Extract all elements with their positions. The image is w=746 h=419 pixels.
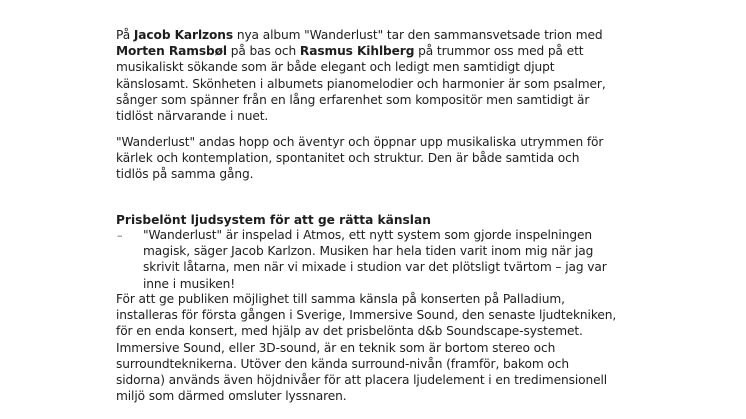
intro-paragraph xyxy=(116,27,656,124)
second-line-1: "Wanderlust" andas hopp och äventyr och öppnar upp musikaliska utrymmen för xyxy=(116,135,604,149)
bullet-line-1: "Wanderlust" är inspelad i Atmos, ett nytt system som gjorde inspelningen xyxy=(143,228,592,242)
body-line-5: surroundteknikerna. Utöver den kända surround-nivån (framför, bakom och xyxy=(116,356,570,371)
intro-line-2: Morten Ramsbøl på bas och Rasmus Kihlberg på trummor oss med på ett xyxy=(116,44,584,59)
bullet-line-4: inne i musiken! xyxy=(143,276,236,291)
bassist-name: Morten Ramsbøl xyxy=(116,44,227,59)
body-line-7: miljö som därmed omsluter lyssnaren. xyxy=(116,389,347,404)
bullet-dash-marker: – xyxy=(117,229,123,242)
body-paragraph xyxy=(116,291,646,404)
intro-line-1: På Jacob Karlzons nya album "Wanderlust" tar den sammansvetsade trion med xyxy=(116,28,603,42)
section-heading: Prisbelönt ljudsystem för att ge rätta känslan xyxy=(116,213,431,227)
bullet-quote xyxy=(143,227,643,292)
body-line-3: för en enda konsert, med hjälp av det prisbelönta d&b Soundscape-systemet. xyxy=(116,324,583,339)
artist-name: Jacob Karlzons xyxy=(133,28,234,42)
second-paragraph xyxy=(116,134,656,183)
drummer-name: Rasmus Kihlberg xyxy=(299,44,415,59)
intro-line-3: musikaliskt sökande som är både elegant och ledigt men samtidigt djupt xyxy=(116,60,555,75)
intro-line-6: tidlöst närvarande i nuet. xyxy=(116,109,269,124)
bullet-line-2: magisk, säger Jacob Karlzon. Musiken har hela tiden varit inom mig när jag xyxy=(143,244,594,259)
body-line-1: För att ge publiken möjlighet till samma känsla på konserten på Palladium, xyxy=(116,292,565,306)
intro-line-5: sånger som spänner från en lång erfarenhet som kompositör men samtidigt är xyxy=(116,92,590,107)
body-line-2: installeras för första gången i Sverige, Immersive Sound, den senaste ljudtekniken, xyxy=(116,308,617,323)
intro-line-4: känslosamt. Skönheten i albumets pianomelodier och harmonier är som psalmer, xyxy=(116,76,606,91)
second-line-3: tidlös på samma gång. xyxy=(116,167,254,182)
body-line-4: Immersive Sound, eller 3D-sound, är en teknik som är bortom stereo och xyxy=(116,340,556,355)
body-line-6: sidorna) används även höjdnivåer för att placera ljudelement i en tredimensionell xyxy=(116,373,608,388)
second-line-2: kärlek och kontemplation, spontanitet och struktur. Den är både samtida och xyxy=(116,151,580,166)
bullet-line-3: skrivit låtarna, men när vi mixade i studion var det plötsligt tvärtom – jag var xyxy=(143,260,607,275)
